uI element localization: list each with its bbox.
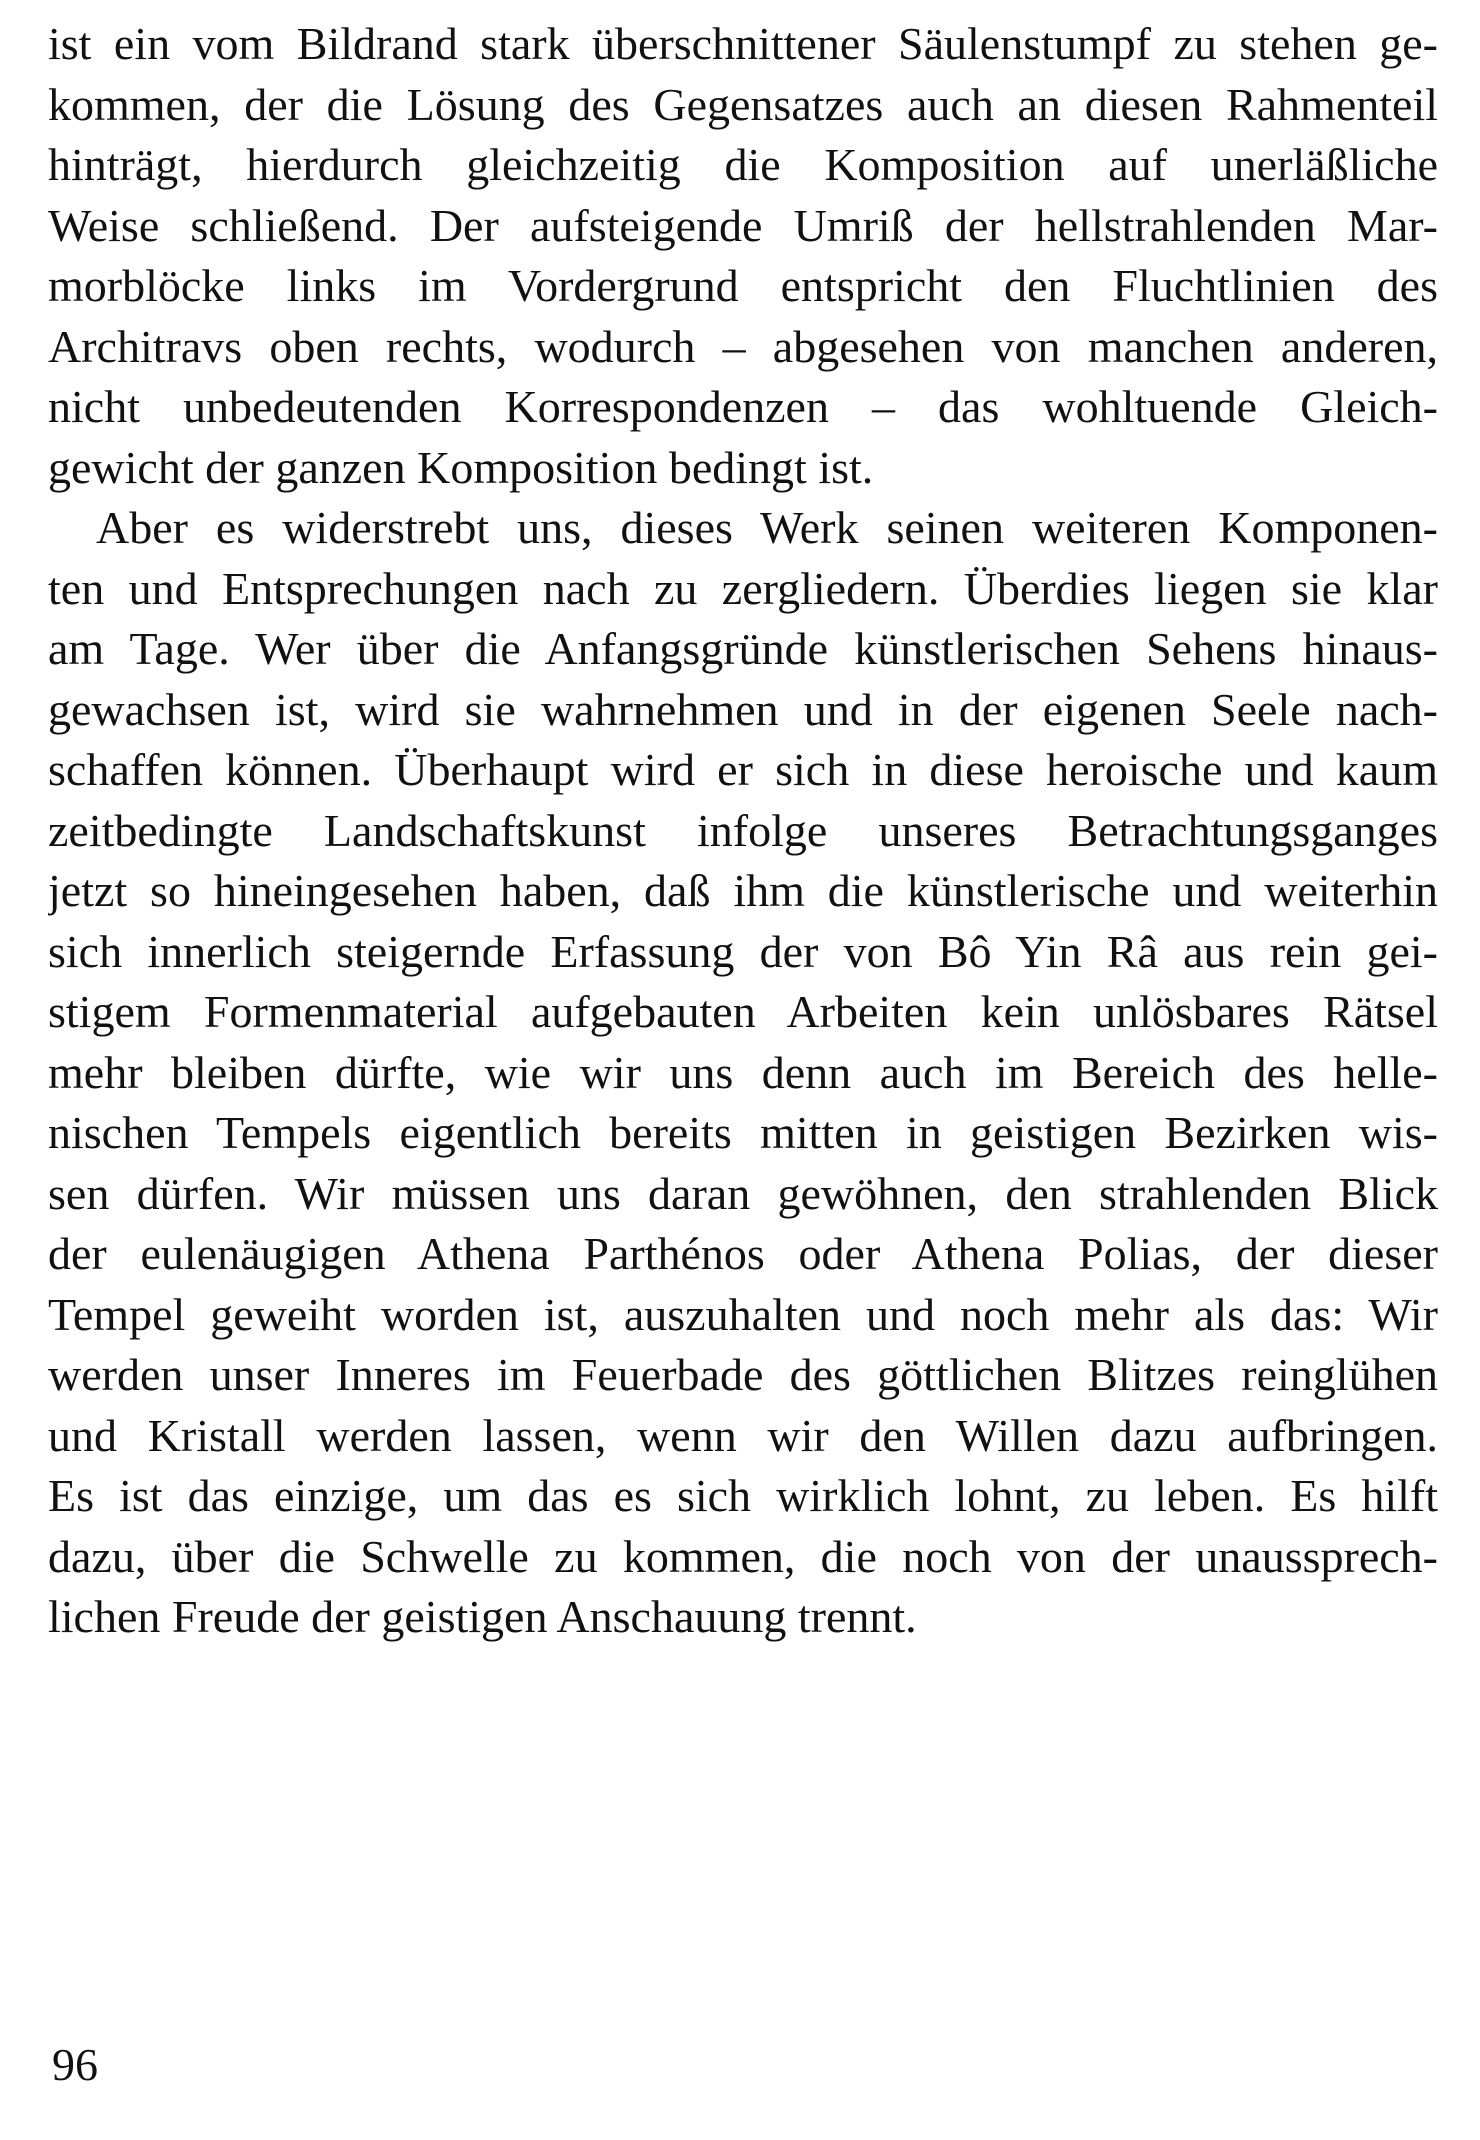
text-line: nischen Tempels eigentlich bereits mitten in geistigen Bezirken wis- (48, 1107, 1438, 1158)
text-line: am Tage. Wer über die Anfangsgründe künstlerischen Sehens hinaus- (48, 623, 1438, 674)
text-line: mehr bleiben dürfte, wie wir uns denn auch im Bereich des helle- (48, 1046, 1438, 1098)
text-line: nicht unbedeutenden Korrespondenzen – das wohltuende Gleich- (48, 381, 1438, 432)
text-line: der eulenäugigen Athena Parthénos oder Athena Polias, der dieser (48, 1228, 1438, 1279)
text-line: gewicht der ganzen Komposition bedingt ist. (48, 441, 874, 493)
text-line: ten und Entsprechungen nach zu zergliedern. Überdies liegen sie klar (48, 562, 1438, 614)
text-line: morblöcke links im Vordergrund entspricht den Fluchtlinien des (48, 260, 1438, 311)
text-line: gewachsen ist, wird sie wahrnehmen und in der eigenen Seele nach- (48, 683, 1438, 735)
text-line: lichen Freude der geistigen Anschauung trennt. (48, 1591, 917, 1642)
text-line: Es ist das einzige, um das es sich wirklich lohnt, zu leben. Es hilft (48, 1470, 1438, 1521)
paragraph-1 (48, 14, 1438, 498)
text-line: zeitbedingte Landschaftskunst infolge unseres Betrachtungsganges (48, 804, 1438, 856)
text-line: Architravs oben rechts, wodurch – abgesehen von manchen anderen, (48, 320, 1438, 372)
page-number: 96 (52, 2039, 98, 2090)
text-line: Aber es widerstrebt uns, dieses Werk seinen weiteren Komponen- (96, 502, 1438, 553)
text-line: werden unser Inneres im Feuerbade des göttlichen Blitzes reinglühen (48, 1349, 1438, 1400)
text-line: kommen, der die Lösung des Gegensatzes auch an diesen Rahmenteil (48, 78, 1438, 130)
text-line: stigem Formenmaterial aufgebauten Arbeiten kein unlösbares Rätsel (48, 986, 1438, 1037)
text-line: Tempel geweiht worden ist, auszuhalten und noch mehr als das: Wir (48, 1288, 1438, 1340)
paragraph-2 (48, 498, 1438, 1648)
text-line: dazu, über die Schwelle zu kommen, die noch von der unaussprech- (48, 1530, 1438, 1582)
text-line: hinträgt, hierdurch gleichzeitig die Komposition auf unerläßliche (48, 139, 1438, 190)
text-line: ist ein vom Bildrand stark überschnittener Säulenstumpf zu stehen ge- (48, 18, 1438, 69)
text-line: jetzt so hineingesehen haben, daß ihm die künstlerische und weiterhin (48, 865, 1438, 916)
text-line: und Kristall werden lassen, wenn wir den Willen dazu aufbringen. (48, 1409, 1438, 1461)
text-line: sich innerlich steigernde Erfassung der von Bô Yin Râ aus rein gei- (48, 925, 1438, 977)
text-line: Weise schließend. Der aufsteigende Umriß der hellstrahlenden Mar- (48, 199, 1438, 251)
body-text (48, 14, 1438, 1648)
text-line: schaffen können. Überhaupt wird er sich in diese heroische und kaum (48, 744, 1438, 795)
text-line: sen dürfen. Wir müssen uns daran gewöhnen, den strahlenden Blick (48, 1167, 1438, 1219)
